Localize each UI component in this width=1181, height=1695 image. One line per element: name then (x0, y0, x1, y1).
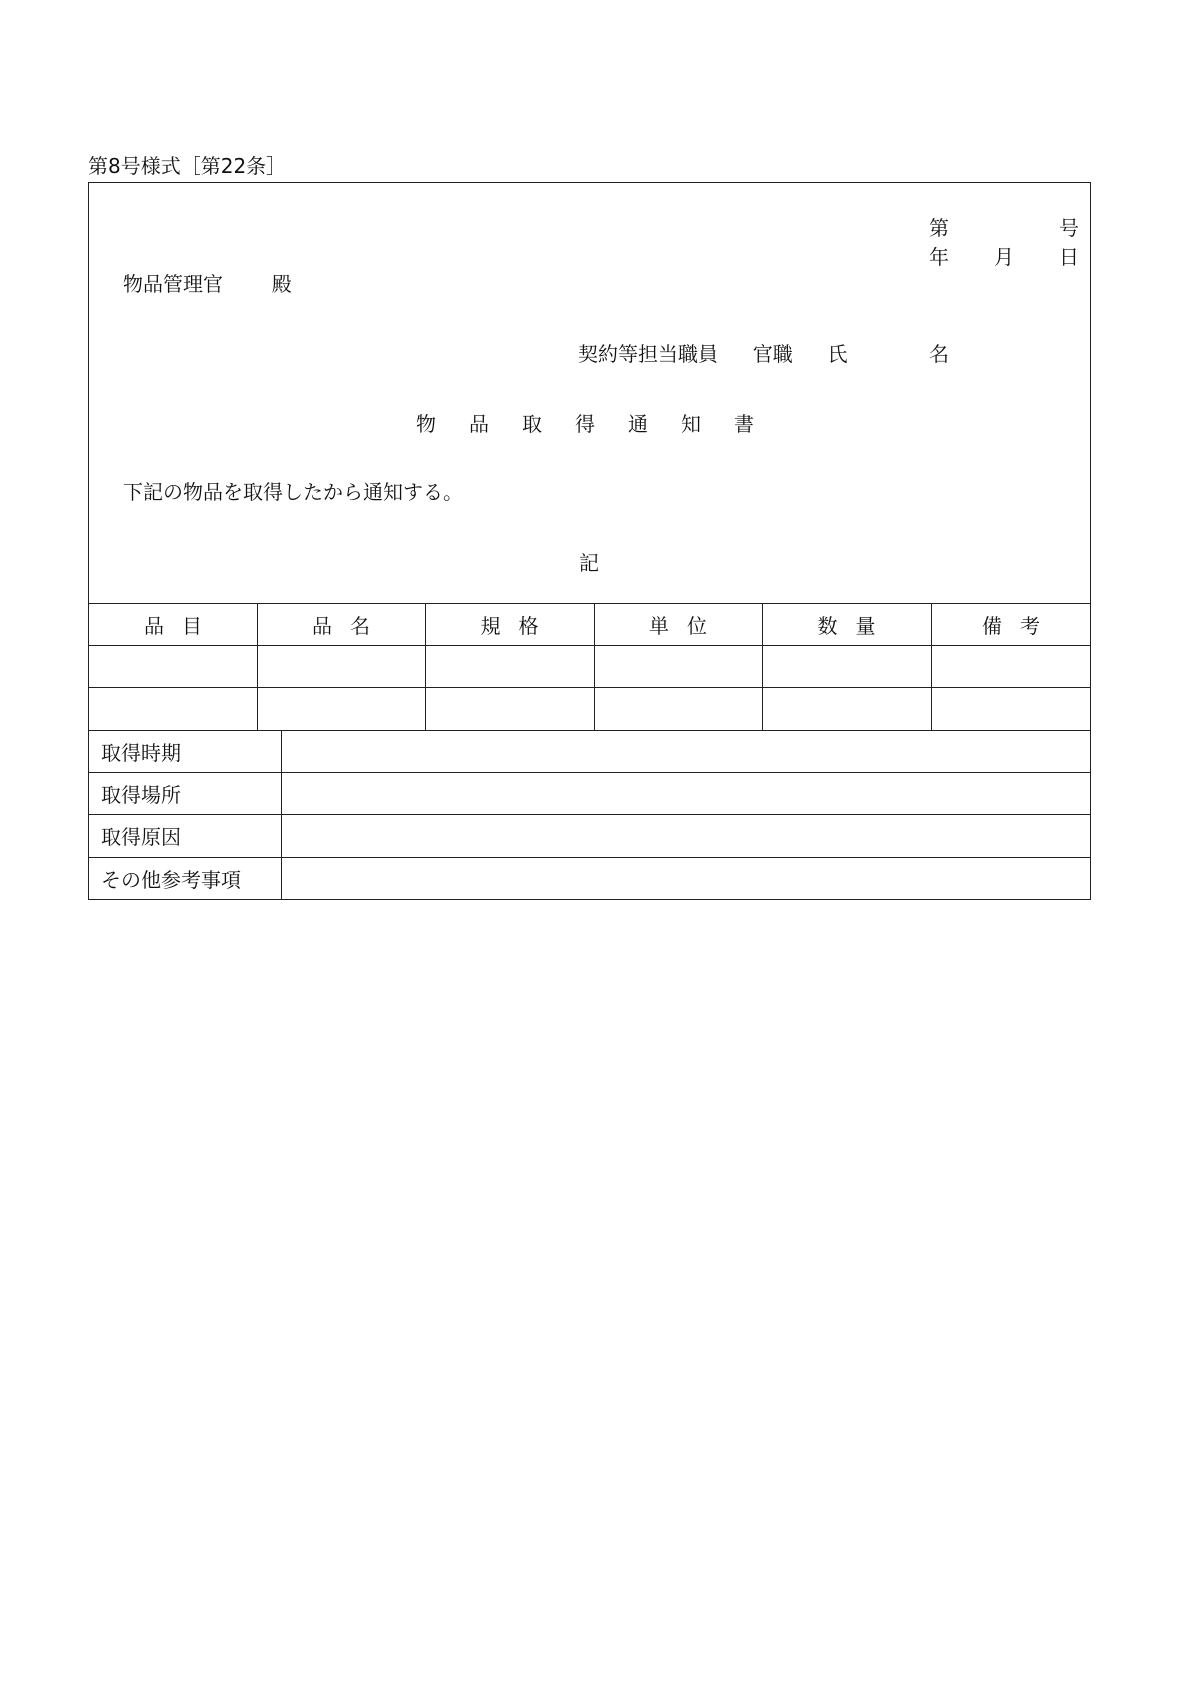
acquisition-place-value[interactable] (282, 772, 1091, 814)
header-spec: 規格 (480, 613, 557, 638)
body-text: 下記の物品を取得したから通知する。 (123, 480, 463, 504)
header-unit: 単位 (649, 613, 725, 638)
date-day: 日 (1059, 245, 1079, 269)
acquisition-place-label: 取得場所 (101, 782, 181, 807)
form-number-label: 第8号様式［第22条］ (88, 154, 287, 178)
other-notes-label: その他参考事項 (101, 867, 241, 892)
sender-role: 契約等担当職員 (578, 342, 718, 366)
acquisition-date-label: 取得時期 (101, 740, 181, 765)
number-prefix: 第 (929, 216, 949, 240)
addressee-title: 物品管理官 (123, 272, 223, 296)
sender (578, 344, 847, 364)
header-quantity: 数量 (817, 613, 894, 638)
number-suffix: 号 (1059, 216, 1079, 240)
date-line (929, 247, 1079, 267)
honorific: 殿 (271, 272, 292, 296)
header-remarks: 備考 (982, 613, 1058, 638)
header-item-name: 品名 (312, 613, 388, 638)
sender-post: 官職 (752, 342, 793, 366)
acquisition-reason-label: 取得原因 (101, 824, 181, 849)
notice-form (88, 182, 1091, 900)
sender-name-2: 名 (929, 342, 949, 366)
table-cell[interactable] (89, 645, 257, 687)
ki-heading: 記 (579, 551, 599, 575)
document-number-line (929, 218, 1079, 238)
sender-name-1: 氏 (827, 342, 848, 366)
date-year: 年 (929, 245, 949, 269)
date-month: 月 (994, 245, 1014, 269)
addressee (123, 274, 292, 294)
acquisition-date-value[interactable] (282, 730, 1091, 772)
document-title: 物品取得通知書 (416, 412, 787, 436)
acquisition-reason-value[interactable] (282, 814, 1091, 856)
table-cell[interactable] (89, 687, 257, 729)
header-item-category: 品目 (144, 613, 220, 638)
other-notes-value[interactable] (282, 857, 1091, 899)
